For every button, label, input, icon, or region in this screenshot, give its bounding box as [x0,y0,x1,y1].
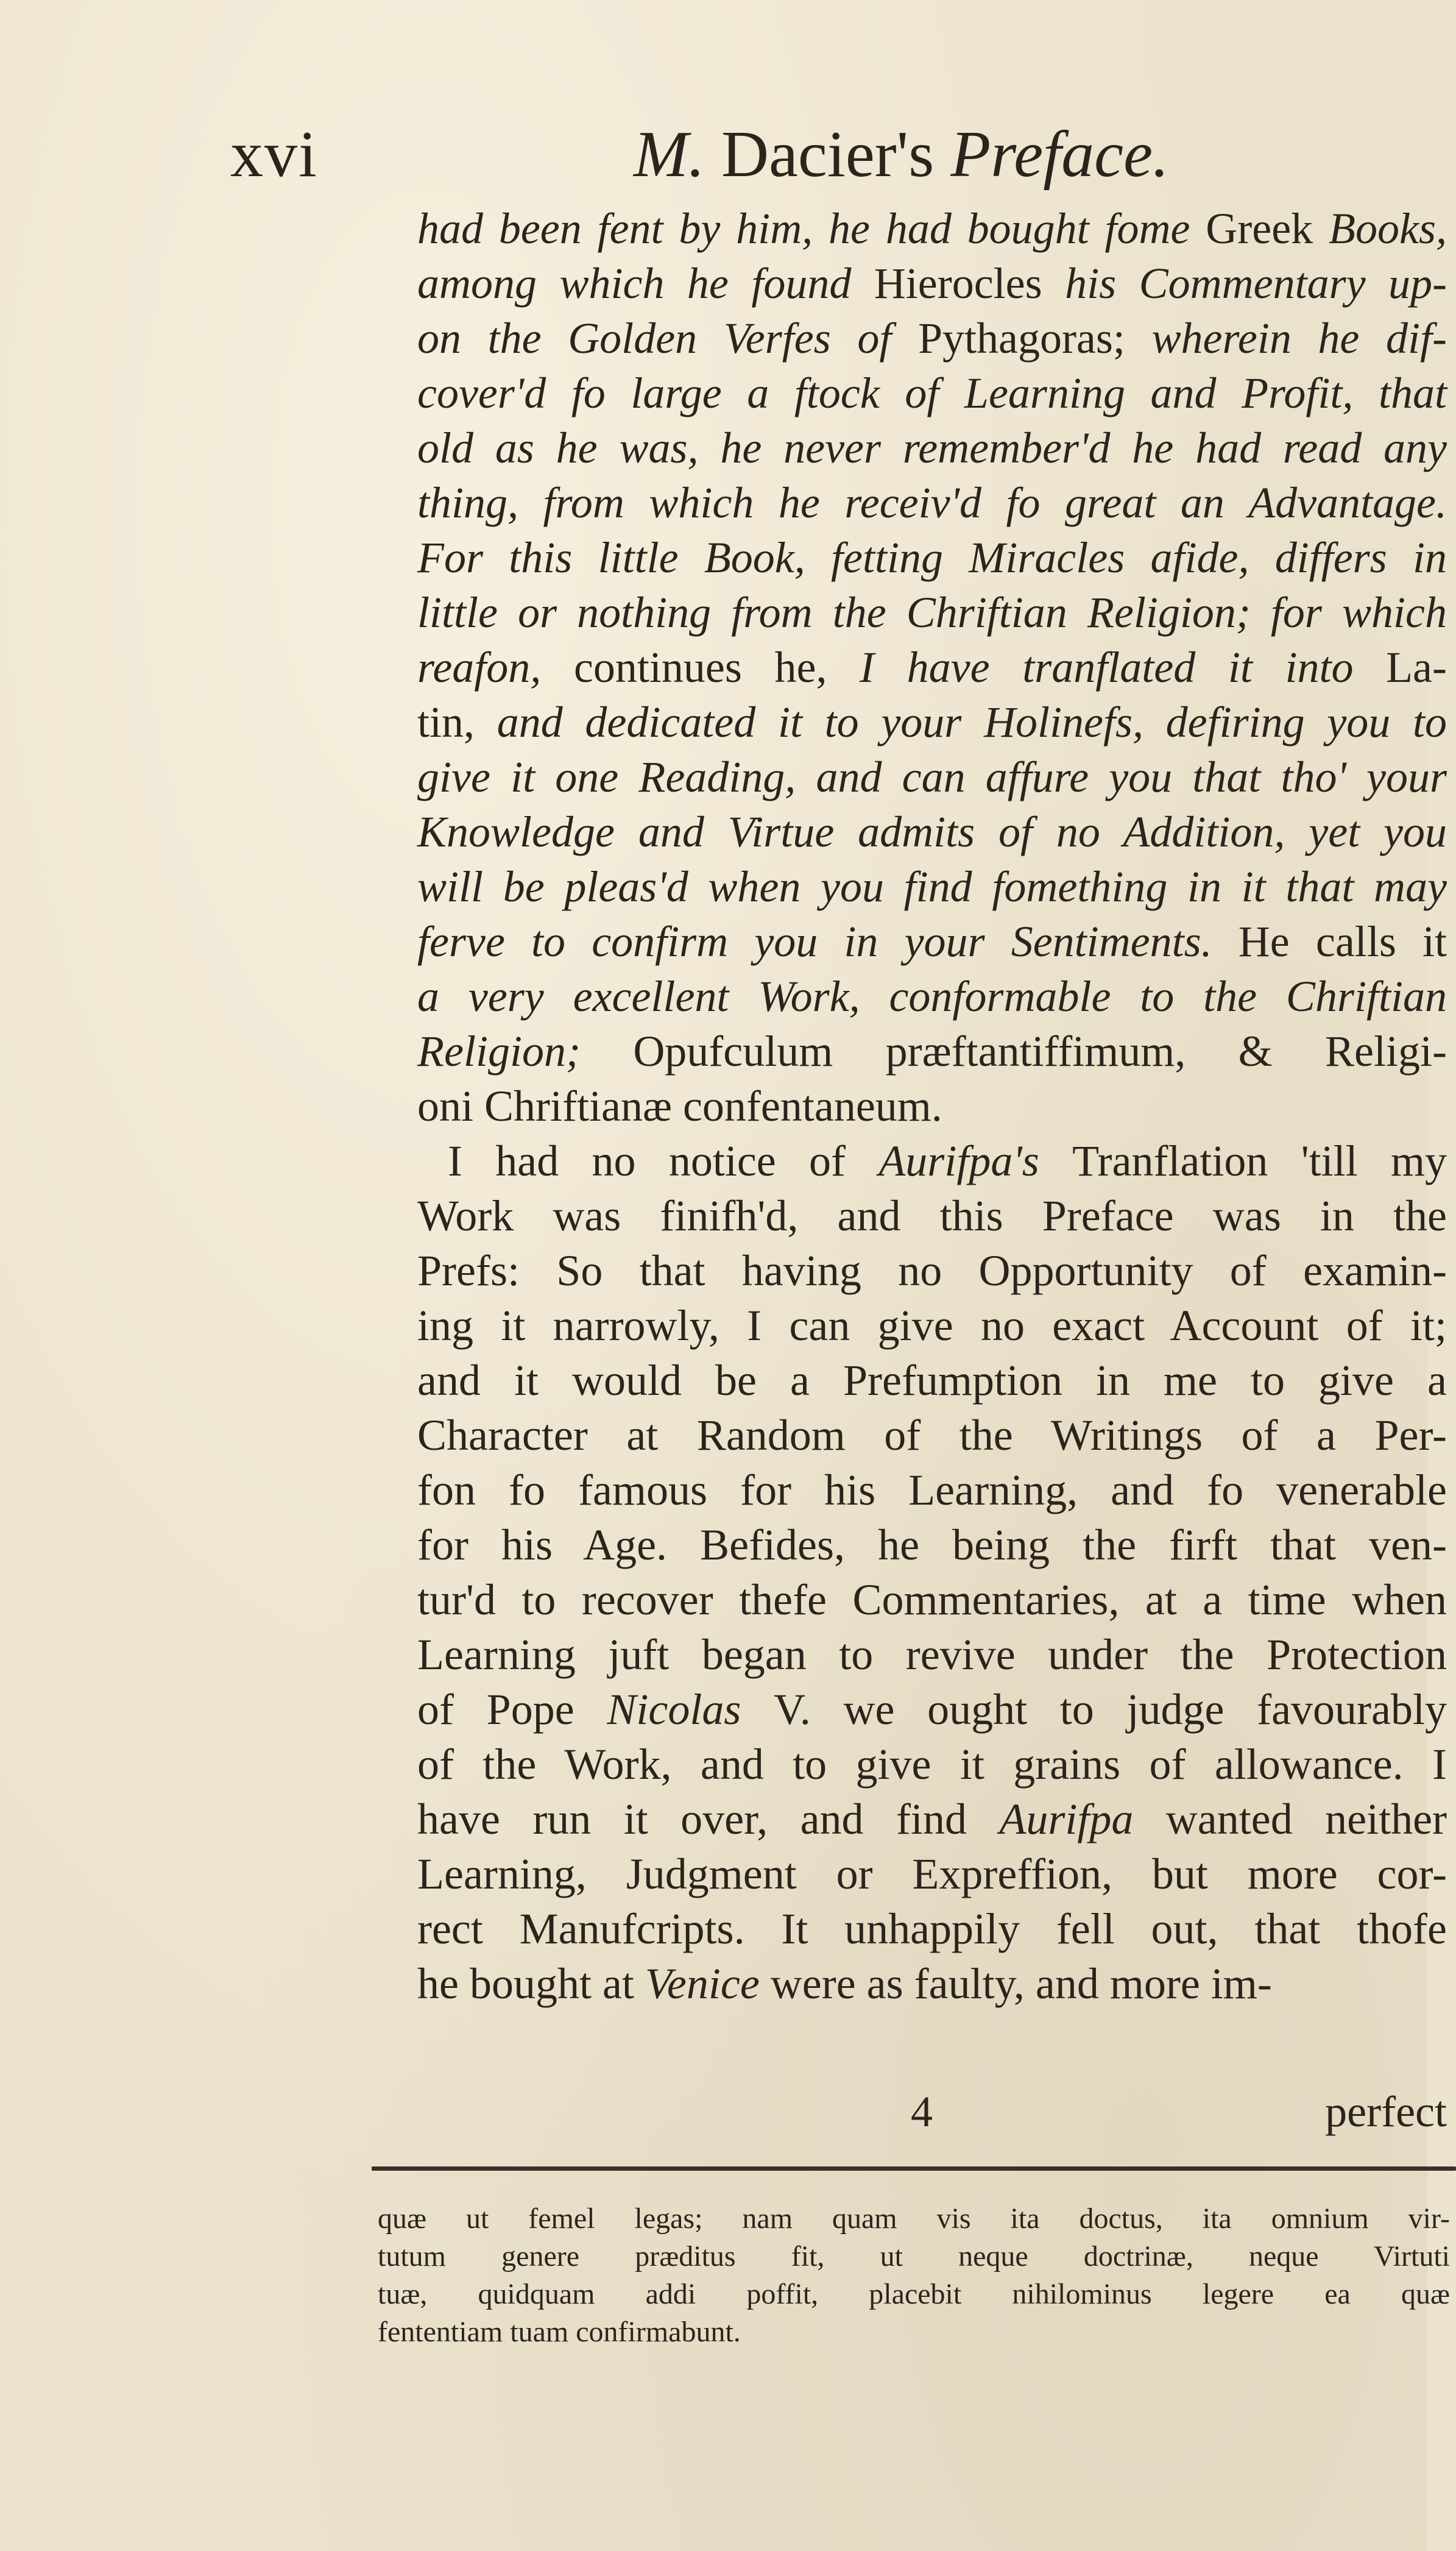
footnote-rule [372,2166,1456,2171]
roman-run: fon fo famous for his Learning, and fo venerable [417,1466,1447,1514]
running-title-name: Dacier's [721,118,935,191]
italic-run: among which he found [417,259,874,308]
roman-run: for his Age. Befides, he being the firft that ven- [417,1520,1447,1569]
italic-run: a very excellent Work, conformable to the Chriftian [417,972,1447,1021]
italic-run: Books, [1329,204,1447,253]
text-line [417,585,1447,640]
italic-run: reafon, [417,643,574,692]
running-title [634,118,1170,191]
text-line [417,366,1447,420]
catchword: perfect [1325,2087,1447,2136]
roman-run: Prefs: So that having no Opportunity of examin- [417,1246,1447,1295]
italic-run: I have tranflated it into [860,643,1387,692]
italic-run: and dedicated it to your Holinefs, defiring you to [497,698,1447,747]
text-line [417,1298,1447,1353]
italic-run: Venice [645,1959,771,2008]
italic-run: Aurifpa's [878,1137,1073,1185]
roman-run: Opufculum præftantiffimum, & Religi- [633,1027,1447,1076]
text-line [417,695,1447,750]
footnote-line: fententiam tuam confirmabunt. [378,2316,741,2348]
roman-run: Learning juft began to revive under the Protection [417,1630,1447,1679]
page-number: xvi [230,118,319,191]
text-line [417,750,1447,804]
text-line [417,311,1447,366]
text-line [417,859,1447,914]
catch-row [417,2084,1447,2139]
body-text [417,201,1447,2011]
roman-run: Tranflation 'till my [1072,1137,1447,1185]
roman-run: of the Work, and to give it grains of allowance. I [417,1740,1447,1789]
roman-run: Pythagoras; [917,314,1152,363]
page-header [0,110,1427,207]
text-line [417,1792,1447,1847]
roman-run: tur'd to recover thefe Commentaries, at a time when [417,1575,1447,1624]
footnote-line: quæ ut femel legas; nam quam vis ita doctus, ita omnium vir- [378,2202,1450,2235]
italic-run: Nicolas [607,1685,774,1734]
text-line [417,201,1447,256]
italic-run: ferve to confirm you in your Sentiments. [417,917,1239,966]
italic-run: will be pleas'd when you find fomething in it that may [417,862,1447,911]
text-line [417,1901,1447,1956]
italic-run: Aurifpa [999,1795,1166,1843]
roman-run: I had no notice of [448,1137,879,1185]
text-line [417,1243,1447,1298]
text-line [417,1024,1447,1079]
italic-run: had been fent by him, he had bought fome [417,204,1206,253]
roman-run: have run it over, and find [417,1795,1000,1843]
text-line [417,256,1447,311]
italic-run: wherein he dif- [1151,314,1447,363]
roman-run: ing it narrowly, I can give no exact Account of it; [417,1301,1447,1350]
text-line [417,420,1447,475]
text-line [417,1517,1447,1572]
italic-run: his Commentary up- [1065,259,1447,308]
running-title-author: M. [634,118,705,191]
text-line [417,1134,1447,1188]
roman-run: rect Manufcripts. It unhappily fell out, that thofe [417,1904,1447,1953]
footnote-line: tutum genere præditus fit, ut neque doctrinæ, neque Virtuti [378,2240,1450,2272]
text-line [417,969,1447,1024]
roman-run: Work was finifh'd, and this Preface was in the [417,1191,1447,1240]
roman-run: Hierocles [874,259,1065,308]
italic-run: For this little Book, fetting Miracles afide, differs in [417,533,1447,582]
roman-run: Character at Random of the Writings of a Per- [417,1411,1447,1460]
text-line [417,1956,1447,2011]
roman-run: and it would be a Prefumption in me to give a [417,1356,1447,1405]
roman-run: tin, [417,698,497,747]
text-line [417,804,1447,859]
text-line [417,914,1447,969]
text-line [417,530,1447,585]
signature-mark: 4 [911,2087,933,2136]
roman-run: of Pope [417,1685,607,1734]
roman-run: Greek [1206,204,1329,253]
footnote-line: tuæ, quidquam addi poffit, placebit nihilominus legere ea quæ [378,2278,1450,2310]
text-line [417,1188,1447,1243]
italic-run: on the Golden Verfes of [417,314,918,363]
roman-run: Learning, Judgment or Expreffion, but more cor- [417,1850,1447,1898]
italic-run: Religion; [417,1027,634,1076]
text-line [417,640,1447,695]
italic-run: thing, from which he receiv'd fo great an Advantage. [417,478,1447,527]
italic-run: cover'd fo large a ftock of Learning and Profit, that [417,369,1447,417]
text-line [417,1847,1447,1901]
text-line [417,1682,1447,1737]
italic-run: old as he was, he never remember'd he had read any [417,424,1447,472]
roman-run: were as faulty, and more im- [770,1959,1272,2008]
roman-run: oni Chriftianæ confentaneum. [417,1082,942,1130]
text-line [417,1408,1447,1463]
roman-run: V. we ought to judge favourably [774,1685,1447,1734]
roman-run: he bought at [417,1959,645,2008]
roman-run: La- [1386,643,1447,692]
roman-run: wanted neither [1165,1795,1447,1843]
roman-run: continues he, [573,643,860,692]
text-line [417,475,1447,530]
text-line [417,1353,1447,1408]
text-line [417,1627,1447,1682]
footnote [378,2200,1450,2351]
text-line [417,1737,1447,1792]
italic-run: little or nothing from the Chriftian Religion; for which [417,588,1447,637]
text-line [417,1463,1447,1517]
running-title-rest: Preface. [950,118,1170,191]
text-line [417,1079,1447,1134]
roman-run: He calls it [1238,917,1447,966]
italic-run: give it one Reading, and can affure you that tho' your [417,753,1447,801]
italic-run: Knowledge and Virtue admits of no Addition, yet you [417,807,1447,856]
text-line [417,1572,1447,1627]
